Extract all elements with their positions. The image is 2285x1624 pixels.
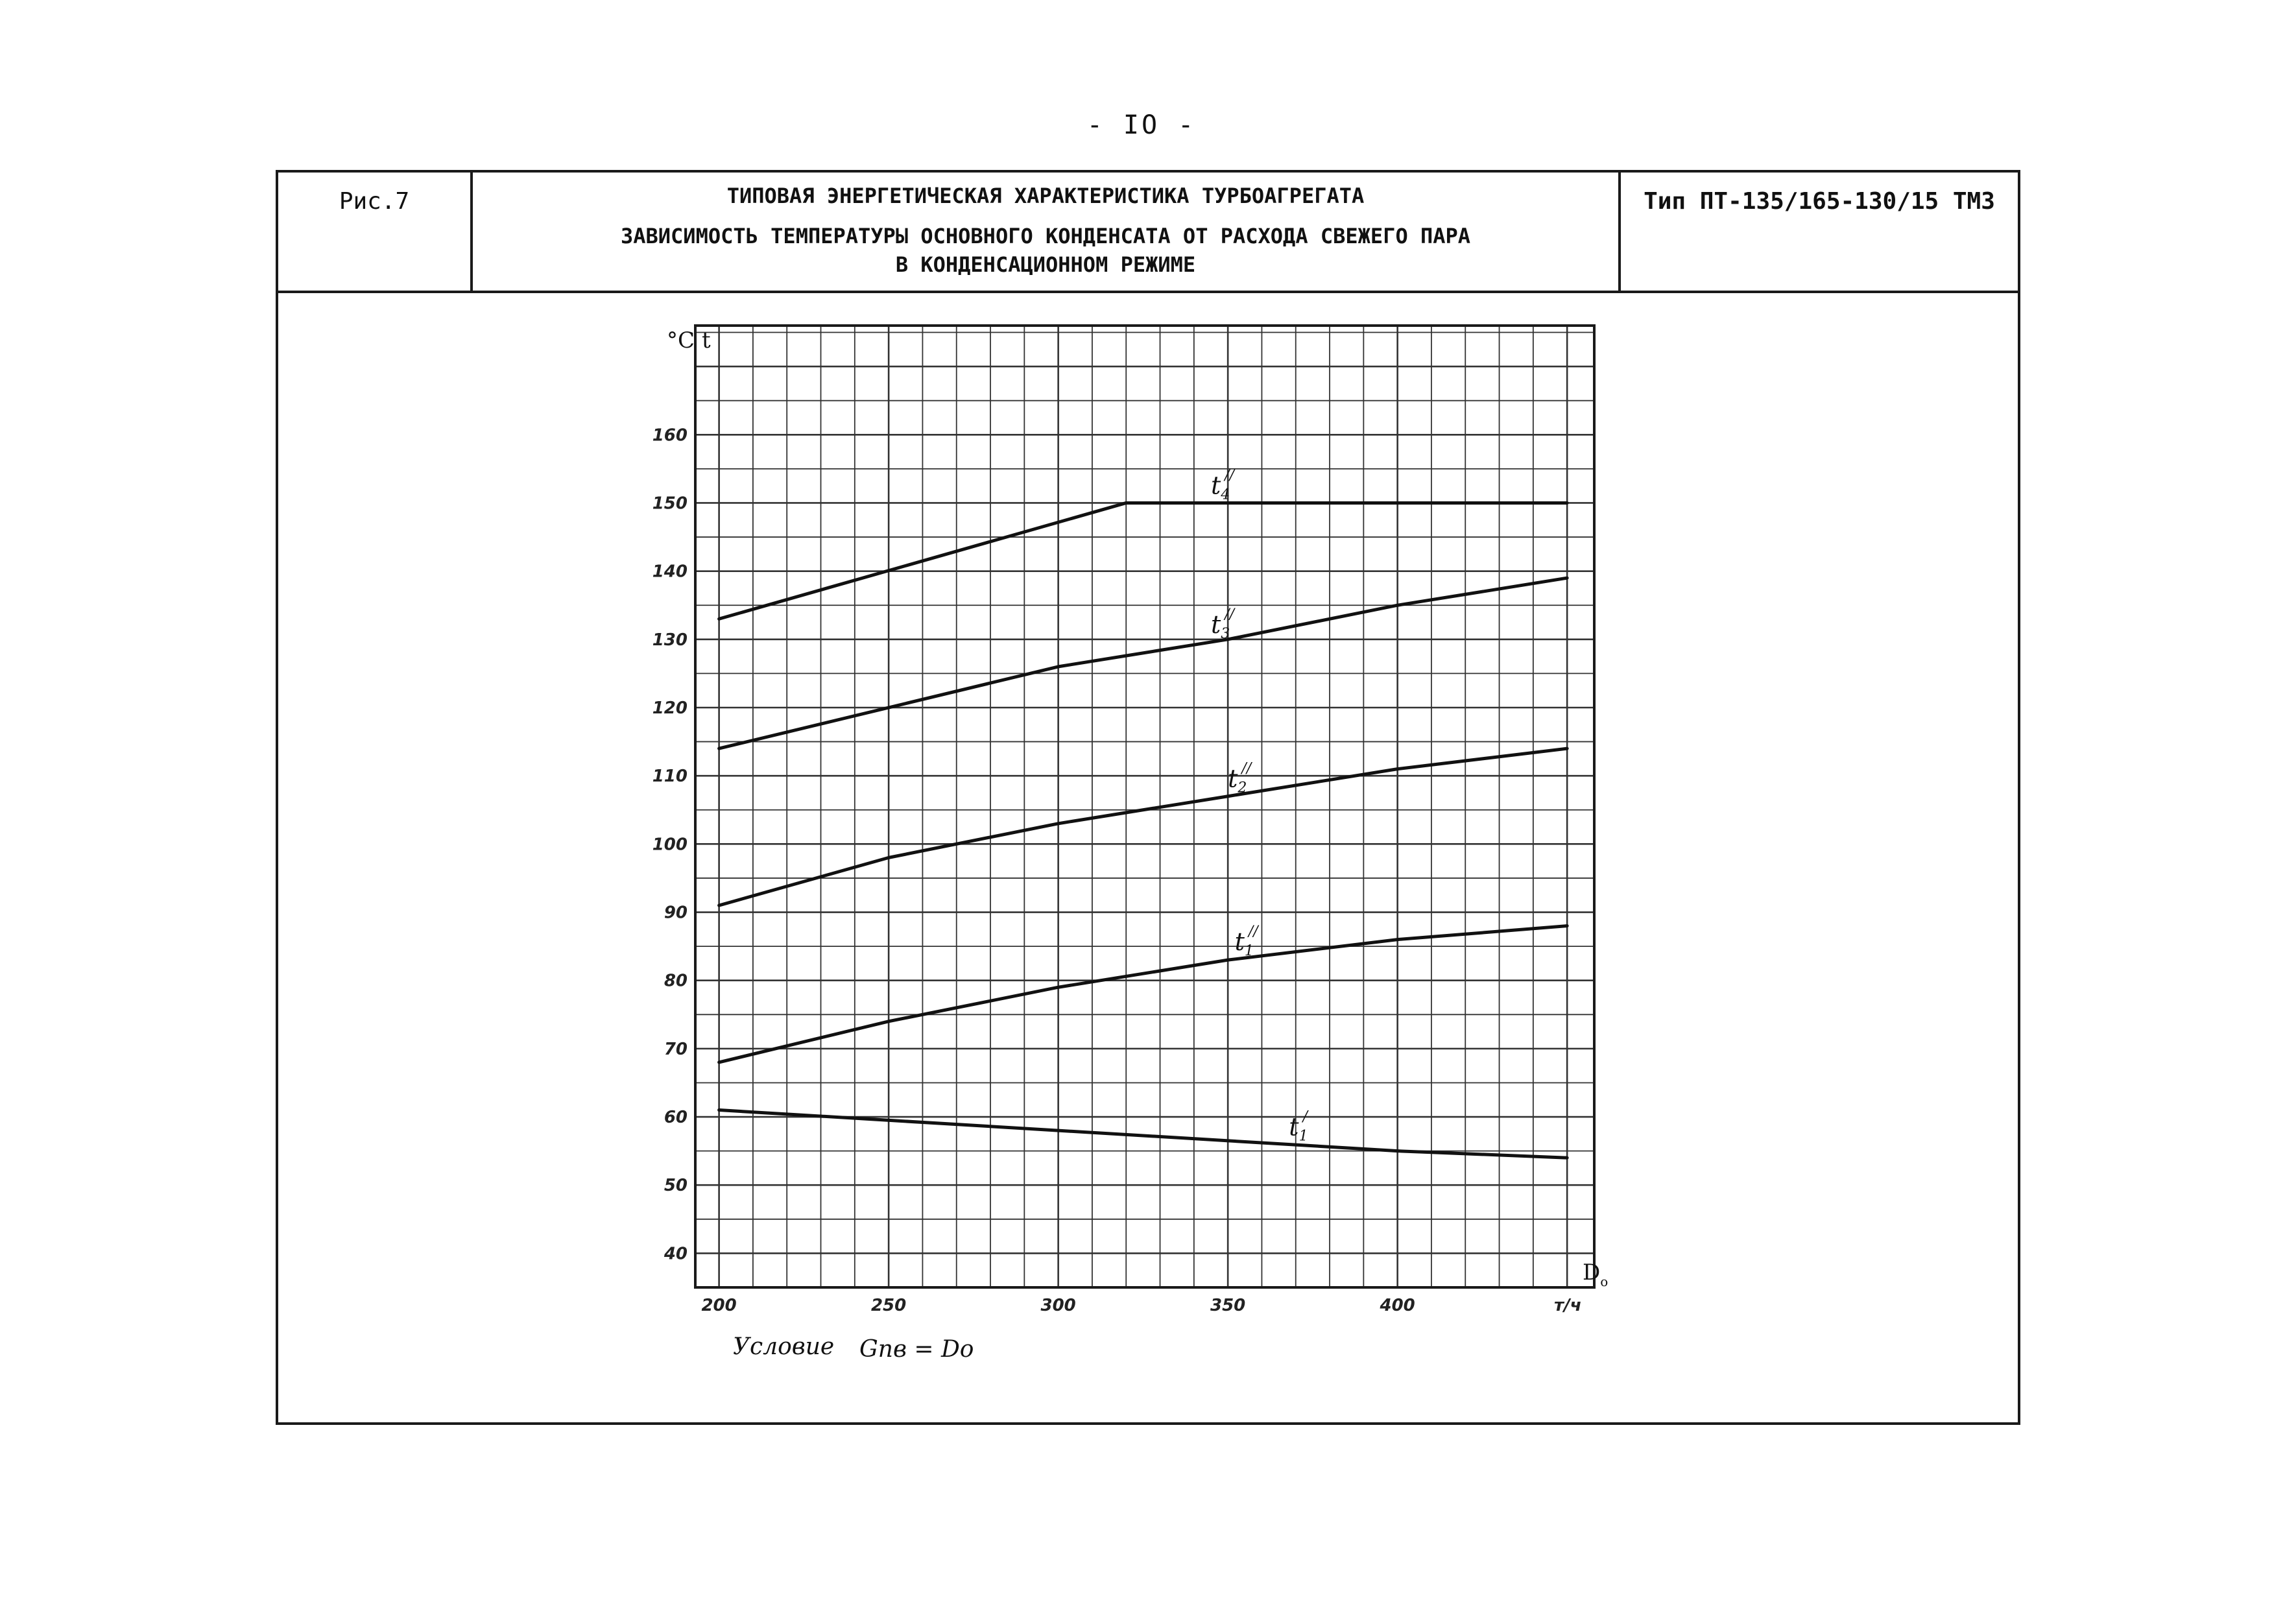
x-tick-label: 300 bbox=[1040, 1296, 1076, 1315]
x-tick-label: 250 bbox=[870, 1296, 907, 1315]
x-tick-label: 350 bbox=[1210, 1296, 1246, 1315]
series-labels bbox=[1211, 467, 1310, 1144]
condition-label: Условие bbox=[733, 1333, 835, 1360]
x-axis-symbol: $D_o$ bbox=[1583, 1260, 1609, 1289]
y-tick-label: 160 bbox=[652, 425, 688, 446]
y-tick-label: 60 bbox=[664, 1108, 688, 1128]
title-line-1: ТИПОВАЯ ЭНЕРГЕТИЧЕСКАЯ ХАРАКТЕРИСТИКА ТУРБОАГРЕГАТА bbox=[726, 184, 1365, 208]
chart-grid bbox=[695, 326, 1594, 1287]
series-label: $t_2//$ bbox=[1228, 760, 1252, 796]
series-label: $t_1/$ bbox=[1289, 1108, 1308, 1145]
y-tick-label: 100 bbox=[652, 835, 688, 855]
turbine-type: Тип ПТ-135/165-130/15 ТМЗ bbox=[1644, 188, 1995, 215]
y-tick-label: 50 bbox=[664, 1176, 688, 1196]
y-tick-label: 40 bbox=[664, 1244, 688, 1264]
tick-labels bbox=[652, 425, 1415, 1315]
y-tick-label: 90 bbox=[664, 903, 688, 923]
y-tick-label: 140 bbox=[652, 562, 688, 582]
page-number: - IO - bbox=[1086, 110, 1197, 140]
x-tick-label: 200 bbox=[701, 1296, 737, 1315]
y-tick-label: 80 bbox=[664, 971, 688, 991]
y-tick-label: 150 bbox=[652, 494, 688, 514]
y-tick-label: 130 bbox=[652, 630, 688, 650]
x-axis-unit: т/ч bbox=[1554, 1296, 1582, 1315]
y-tick-label: 120 bbox=[652, 698, 688, 718]
series-lines bbox=[719, 503, 1568, 1158]
y-axis-unit: °C bbox=[667, 328, 695, 353]
series-label: $t_4//$ bbox=[1210, 467, 1235, 503]
y-tick-label: 70 bbox=[664, 1039, 688, 1059]
x-tick-label: 400 bbox=[1380, 1296, 1415, 1315]
series-label: $t_3//$ bbox=[1210, 606, 1235, 643]
series-line bbox=[719, 503, 1568, 619]
title-line-3: В КОНДЕНСАЦИОННОМ РЕЖИМЕ bbox=[895, 252, 1196, 277]
series-line bbox=[719, 578, 1568, 748]
figure-number: Рис.7 bbox=[339, 188, 410, 215]
title-line-2: ЗАВИСИМОСТЬ ТЕМПЕРАТУРЫ ОСНОВНОГО КОНДЕНСАТА ОТ РАСХОДА СВЕЖЕГО ПАРА bbox=[620, 224, 1471, 248]
series-line bbox=[719, 748, 1568, 905]
y-axis-symbol: t bbox=[702, 328, 711, 353]
plot-frame bbox=[695, 326, 1594, 1287]
condition-formula: Gпв = Dо bbox=[859, 1336, 974, 1363]
y-tick-label: 110 bbox=[652, 767, 688, 787]
series-label: $t_1//$ bbox=[1234, 923, 1258, 959]
